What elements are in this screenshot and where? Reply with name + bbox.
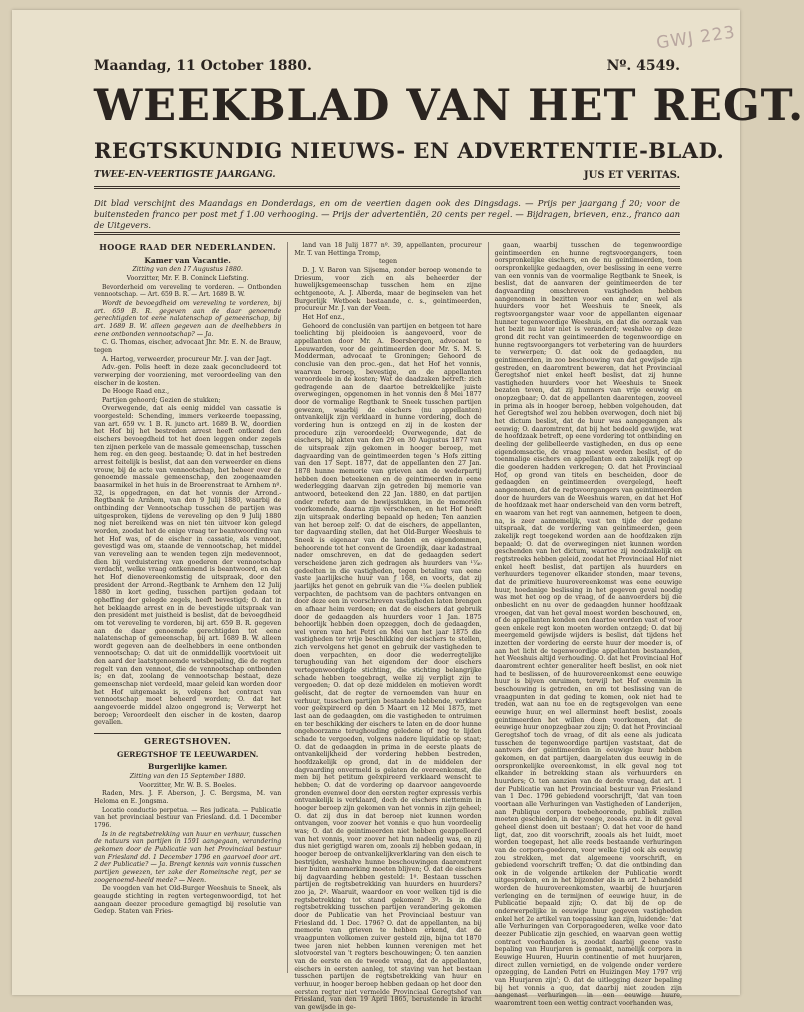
case-opening: De voogden van het Old-Burger Weeshuis te Sneek, als geaugde stichting in regten vertegenwoordigd, tot het aangaan deezer procedure gemagtigd bij resolutie van Gedep. Staten van Fries- [94,885,282,916]
appellants-continued: land van 18 Julij 1877 nº. 39, appellanten, procureur Mr. T. van Hettinga Tromp, [294,242,482,257]
chamber-heading-2: Burgerlijke kamer. [147,762,228,772]
chamber-heading: Kamer van Vacantie. [144,255,231,265]
issue-number: Nº. 4549. [606,58,680,74]
chairman-2: Voorzitter, Mr. W. B. S. Boeles. [139,781,237,789]
advocate-general: Adv.-gen. Polis heeft in deze zaak geconcludeerd tot verwerping der voorziening, met veroordeeling van den eischer in de kosten. [94,364,282,387]
volume-line [94,170,680,181]
handwritten-archive-mark: GWJ 223 [655,22,738,54]
chairman: Voorzitter, Mr. F. B. Coninck Liefsting. [126,274,249,282]
judgment-text-2: Gehoord de conclusiën van partijen en betgeen tot hare toelichting bij pleidooien is aangevoerd, voor de appellanten door Mr. A. Boersbergen, advocaat te Leeuwarden, voor de geintimeerden door Mr. S. M. S. Modderman, advocaat te Groningen; Gehoord de conclusie van den proc.-gen., dat het Hof het vonnis, waarvan beroep, bevestige, en de appellanten veroordeele in de kosten; Wat de daadzaken betreft: zich gedragende aan de daartoe betrekkelijke juiste overwegingen, opgenomen in het vonnis den 8 Mei 1877 door de vormalige Regtbank te Sneek tusschen partijen gewezen, waarbij de eischers (nu appellanten) ontvankelijk zijn verklaard in hunne vordering, doch de vordering hun is ontzegd en zij in de kosten der procedure zijn veroordeeld; Overwegende, dat de eischers, bij akten van den 29 en 30 Augustus 1877 van de uitspraak zijn gekomen in hooger beroep, met dagvaarding van de geintimeerden tegen 's Hofs zitting van den 17 Sept. 1877, dat de appellanten den 27 Jan. 1878 hunne memorie van grieven aan de wederpartij hebben doen beteekenen en de geintimeerden in eene wederlegging daarvan zijn getreden bij memorie van antwoord, beteekend den 22 Jan. 1880, en dat partijen onder referte aan de bewijsstukken, in de memoriën voorkomende, daarna zijn verschenen, en het Hof heeft zijn uitspraak onderling bepaald op heden; Ten aanzien van het beroep zelf: O. dat de eischers, de appellanten, ter dagvaarding stellen, dat het Old-Burger Weeshuis te Sneek is eigenaar van de landen en eigendommen, behoorende tot het convent de Groendijk, daar kadastraal nader omschreven, en dat de gedaagden sedert verscheidene jaren zich gedragen als huurders van ¹⁷⁄₄₀ gedeelten in die vastigheden, tegen betaling van eene vaste jaarlijksche huur van ƒ 168, en voorts, dat zij jaarlijks het genot en gebruik van die ¹⁷⁄₄₀ deelen publiek verpachten, de pachtsom van de pachters ontvangen en door deze een in voorschreven vastigheden laten brengen en afhaar heim verdoen; en dat de eischers dat gebruik door de gedaagden als huurders voor 1 Jan. 1875 behoorlijk hebben doen opzeggen, doch de gedaagden, wel voren van het Petri en Mei van het jaar 1875 die vastigheden ter vrije beschikking der eischers te stellen, zich vervolgens het genot en gebruik der vastigheden te doen verpachten, en door die wederregtelijke terughouding van het eigendom der door eischers vertegenwoordigde stichting, die stichting belangrijke schade hebben toegebragt, welke zij verpligt zijn te vergoeden; O. dat op deze middelen en motieven wordt geëischt, dat de regter de vernoemden van huur en verhuur, tusschen partijen bestaande hebbende, verklare voor geëxpireerd op den 5 Maart en 12 Mei 1875, met last aan de gedaagden, om die vastigheden te ontruimen en ter beschikking der eischers te laten en de door hunne ongehoorzame terughouding geledene of nog te lijden schade te vergoeden, volgens nadere liquidatie op staat; O. dat de gedaagden in prima in de eerste plaats de ontvankelijkheid der vordering hebben bestreden, hoofdzakelijk op grond, dat in de middelen der dagvaarding onvermeld is gelaten de overeenkomst, die men bij het petitum geëxpireerd verklaard wenscht te hebben; O. dat de vordering op daarvoor aangevoerde gronden evenwel door den eersten regter expressis verbis ontvankelijk is verklaard, doch de eischers niettemin in hooger beroep zijn gekomen van het vonnis in zijn geheel; O. dat zij dus in dat beroep niet kunnen worden ontvangen, voor zoover het vonnis e quo hun voordeelig was; O. dat de geintimeerden niet hebben geappelleerd van het vonnis, voor zoover het hun nadeelig was, en zij dus niet gerigtigd waren om, zooals zij hebben gedaan, in hooger beroep de ontvankelijkverklaring van den eisch te bestrijden, weshalve hunne beschouwingen daaromtrent hier buiten aanmerking moeten blijven; O. dat de eischers bij dagvaarding hebben gesteld: 1º. Bestaan tusschen partijen de regtsbetrekking van huurders en huurders? zoo ja, 2º. Waaruit, waardoor en voor welken tijd is die regtsbetrekking tot stand gekomen? 3º. Is in die regtsbetrekking tusschen partijen verandering gekomen door de Publicatie van het Provinciaal bestuur van Friesland dd. 1 Dec. 1796? O. dat de appellanten, na bij memorie van grieven te hebben erkend, dat de vraagpunten volkomen zuiver gesteld zijn, bijna tot 1870 twee jaren niet hebben kunnen verenigen met het slotvoorstel van 't regters beschouwingen; O. ten aanzien van de eerste en de tweede vraag, dat de appellanten, eischers in eersten aanleg, tot staving van het bestaan tusschen partijen de regtsbetrekking van huur en verhuur, in hooger beroep hebben gedaan op het door den eersten regter niet vermelde Provinciaal Geregtshof van Friesland, van den 19 April 1865, berustende in kracht van gewijsde in ge- [294,322,482,1011]
column-divider-2 [488,242,489,973]
rule-notice [94,232,680,233]
column-divider-1 [287,242,288,973]
court-name: GEREGTSHOF TE LEEUWARDEN. [116,749,259,759]
volume-year: TWEE-EN-VEERTIGSTE JAARGANG. [94,170,276,180]
court-heading: De Hooge Raad enz., [102,388,170,396]
masthead-subtitle: REGTSKUNDIG NIEUWS- EN ADVERTENTIE-BLAD. [94,138,725,163]
parties-plaintiff: C. G. Thomas, eischer, advocaat Jhr. Mr. E. N. de Brauw, tegen [94,339,282,354]
masthead-title: WEEKBLAD VAN HET REGT. [94,81,804,131]
issue-line [94,58,680,74]
judgment-text-3: gaan, waarbij tusschen de tegenwoordige geintimeerden en hunne regtsvoorgangers, toen oorspronkelijke eischers, en de nu geintimeerden, toen oorspronkelijke gedaagden, over beslissing in eene verre van een vonnis van de voormalige Regtbank te Sneek, is beslist, dat de aanvaren der geintimeerden de ter dagvaarding omschreven vastigheden hebben aangenomen in bezitten voor een ander, en wel als huurders voor het Weeshuis te Sneek, als regtsvoorgangster waar voor de appellanten eigenaar hunner tegenwoordige Weeshuis, en dat die oorzaak van het bezit nu later niet is veranderd; weshalve op deze grond dit recht van geintimeerden de tegenwoordige en hunne regtsvoorgangers tot verbetering van de huurders te verwerpen; O. dat ook de gedaagden, nu geintimeerden, in zoo beschouwing van dat gewijsde zijn gestreden, en daaromtrent beweren, dat het Provinciaal Geregtshof niet enkel heeft beslist, dat zij hunne vastigheden huurders voor het Weeshuis te Sneek bezaten teven, dat zij hunners van vrije eeuwig en onopzegbaar; O. dat de appellanten daarentegen, zooveel in prima als in hooger beroep, hebben volgehouden, dat het Geregtshof wel zou hebben overwogen, doch niet bij het dictum beslist, dat de huur was aangegangen als eeuwig; O. daaromtrent, dat bij het bedoeld gewijde, wat de hoofdzaak betreft, op eene vordering tot ontbinding en deeling der gelibelleerde vastigheden, en dus op eene eigendomsactie, de vraag moest worden beslist, of de toenmalige eischers en appellanten een zakelijk regt op die goederen hadden verkregen; O. dat het Provinciaal Hof, op grond van titels en bescheiden, door de gedaagden en geintimeerden overgelegd, heeft aangenomen, dat de regtsvoorgangers van geintimeerden door de huurders van de Weeshuis waren, en dat het Hof de hoofdzaak met haar onderscheid van den vorm betreft, en waarom van het regt van aannemen, hetgeen te doen, na, is zeer aannemelijk, vast ten tijde der gedane uitspraak, dat de vordering van geintimeerden, geen zakelijk regt toegekend worden aan de hoofdzaken zijn bepaald; O. dat de overwegingen niet kunnen worden geschenden van het dictum, waartoe zij noodzakelijk en regtstreeks hebben geleid, zoodat het Provinciaal Hof niet enkel heeft beslist, dat partijen als huurders en verhuurders tegenover elkander stonden, maar tevens, dat de primitieve huurovereenkomst was eene eeuwige huur, hoedanige beslissing in het gegeven geval noodig was met het oog op de vraag, of de aanvoerders bij die onbeslicht en nu over de gedaagden hunner hoofdzaak vroegen, dat van het geval moest worden beschouwd, en, of de appellanten konden een daartoe worden vast of voor geen enkele regt kon moeten worden ontzegd; O. dat bij meergemeld gewijsde wijders is beslist, dat tijdens het inzetten der vordering de eerste huur der moeder is, of aan het licht de tegenwoordige appellanten bestaanden, het Weeshuis altijd verhouding. O. dat het Provinciaal Hof daaromtrent echter generaliter heeft beslist, en ook niet had te beslissen, of de huurovereenkomst eene eeuwige huur is bijven onruimen, terwijl het Hof evenmin in beschouwing is getreden, en om tot beslissing van de vraagpunten in dat geding te komen, ook niet had te treden, wat aan nu toe en de regtsgevolgen van eene eeuwige huur, en wel allerminst heeft beslist, zooals geintimeerden het willen doen voorkomen, dat de eeuwige huur onopzegbaar zou zijn; O. dat het Provinciaal Geregtshof toch de vraag, of dit als eene als judicata tusschen de tegenwoordige partijen vaststaat, dat de aantvers der geintimeerden in eeuwige huur hebben gekomen, en dat partijen, daargelaten dus eeuwig in de oorspronkelijke overeenkomst, in elk geval nog tot elkander in betrekking staan als verhuurders en huurders; O. ten aanzien van de derde vraag, dat art. 1 der Publicatie van het Provinciaal bestuur van Friesland van 1 Dec. 1796 gebiedend voorschrijft, 'dat van toen voortaan alle Verhuringen van Vastigheden of Landerijen, aan Publique corpora toebehoorende, publiek zullen moeten geschieden, in der voege, zooals enz. in dit geval geheel dienst doen uit bestaan'; O. dat het voor de hand ligt, dat, zoo dit voorschrift, zooals als het luidt, moet worden toegepast, het alle reeds bestaande verhuringen van de corpora-goederen, voor welke tijd ook als eeuwig zou strekken, met dat algemeene voorschrift, en gebiedend voorschrift treffen; O. dat die ontbinding dan ook in de volgende artikelen der Publicatie wordt uitgesproken, en in het bijzonder als in art. 2 behandeld worden de huurovereenkomsten, waarbij de huurjaren verlenging en de termijnen of eeuwige huur, in de Publicatie bepaald zijn; O. dat bij de op de onderwerpelijke in eeuwige huur gegeven vastigheden enkel het 2e artikel van toepassing kan zijn, luidende: 'dat alle Verhuringen van Corporagoederen, welke voor dato deezer Publicatie zijn geschied, en waarvan geen wettig contract voorhanden is, zoodat daarbij geene vaste bepaling van Huurjaren is gemaakt, namelijk corpora in Eeuwige Huuren, Huurin continentie of met huurjaren, direct zullen vernietigd, en de volgende onder verdere opzegging, de Landen Petri en Huizingen Mey 1797 vrij van Huurjaren zijn'; O. dat de uitlegging dezer bepaling bij het vonnis a quo, dat daarbij niet zouden zijn aangenast verhuringen in een eeuwige huure, waaromtrent toen een wettig contract voorhanden was, [494,242,682,1007]
case-question: Wordt de bevoegdheid om vereveling te vorderen, bij art. 659 B. R. gegeven aan de daar genoemde gerechtigden tot eene nalatenschap of gemeenschap, bij art. 1689 B. W. alleen gegeven aan de deelhebbers in eene ontbonden vennootschap? — Ja. [94,299,282,338]
case-question-2: Is in de regtsbetrekking van huur en verhuur, tusschen de natuurs van partijen in 1591 aangegaan, verandering gekomen door de Publicatie van het Provinciaal bestuur van Friesland dd. 1 December 1796 en gaarvoel door art. 2 der Publicatie? — Ja. Brengt kennis van vonnis tusschen partijen gewezen, ter zake der Romeinsche regt, per se zoogenoemd-heeld mede? — Neen. [94,830,282,884]
tegen-label: tegen [378,258,398,266]
parties-defendant: A. Hartog, verweerder, procureur Mr. J. van der Jagt. [102,355,272,363]
respondent: D. J. V. Baron van Sijsema, zonder beroep wonende te Driesum, voor zich en als beheerder der huwelijksgemeenschap tusschen hem en zijne echtgenoote, A. J. Alberda, maar de beginselen van het Burgerlijk Wetboek bestaande, c. s., geintimeerden, procureur Mr. J. van der Veen. [294,266,482,313]
session-date-2: Zitting van den 15 September 1880. [129,773,246,780]
court-heading-2: Het Hof enz., [302,313,345,321]
rule-top-2 [94,188,680,189]
rule-top [94,186,680,187]
judgment-text: Overwegende, dat als eenig middel van cassatie is voorgesteld: Schending, immers verkeerde toepassing, van art. 659 vv. 1 B. R. juncto art. 1689 B. W., doordien het Hof bij het bestreden arrest heeft ontkend den eischers bevoegdheid tot het doen leggen onder zegels ten zijnen perkele van de massale gemeenschap, tusschen hem reg. en den geeg. bestaande; O. dat in het bestreden arrest feitelijk is beslist, dat aan den verweerder en diens vrouw, bij de acte van vennootschap, het beheer over de genoemde massale gemeenschap, den zoogenaamden baasarmikel in het huis in de Broerenstraat te Arnhem nº. 32, is opgedragen, en dat het vonnis der Arrond.-Regtbank te Arnhem, van den 9 Julij 1880, waarbij de ontbinding der Vennootschap tusschen de partijen was uitgesproken, tijdens de vereveling op den 9 Julij 1880 nog niet bereikend was en niet ten uitvoer kon gelegd worden, zoodat het de enige vraag ter beantwoording van het Hof was, of de eischer in cassatie, als vennoot, gevestigd was om, staande de vennootschap, het middel van vereveling aan te wenden tegen zijn medevennoot, dien bij verduistering van goederen der vennootschap verdacht, welke vraag ontkennend is beantwoord, en dat het Hof dienovereenkomstig de uitspraak, door den president der Arrond.-Regtbank te Arnhem den 12 Julij 1880 in kort geding, tusschen partijen gedaan tot opheffing der gelegde zegels, heeft bevestigd; O. dat in het beklaagde arrest en in de bevestigde uitspraak van den president met juistheid is beslist, dat de bevoegdheid om tot vereveling te vorderen, bij art. 659 B. R. gegeven aan de daar genoemde gerechtigden tot eene nalatenschap of gemeenschap, bij art. 1689 B. W. alleen wordt gegeven aan de deelhebbers in eene ontbonden vennootschap; O. dat uit de onmiddellijk voortvloeit uit den aard der laatstgenoemde wetsbepaling, die de regten regelt van den vennoot, die de vennootschap ontbonden is; en dat, zoolang de vennootschap bestaat, deze gemeenschap niet verdeeld, maar geleid kan worden door het Hof uitgemaakt is, volgens het contract van vennootschap moet beheerd worden; O. dat het aangevoerde middel alzoo ongegrond is; Verwerpt het beroep; Veroordeelt den eischer in de kosten, daarop gevallen. [94,405,282,727]
column-3 [494,242,682,1007]
case-summary-2: Locatio conductio perpetua. — Res judicata. — Publicatie van het provinciaal bestuur van Friesland. d.d. 1 December 1796. [94,806,282,829]
column-2 [294,242,482,1011]
section-heading-hooge-raad: HOOGE RAAD DER NEDERLANDEN. [99,242,277,252]
column-1 [94,242,281,973]
case-summary: Bevorderheid om vereveling te vorderen. — Ontbonden vennootschap. — Art. 659 B. R. — Art. 1689 B. W. [94,283,282,299]
newspaper-page [12,10,804,1011]
subscription-notice: Dit blad verschijnt des Maandags en Donderdags, en om de veertien dagen ook des Dingsdags. — Prijs per jaargang ƒ 20; voor de buitensteden franco per post met ƒ 1.00 verhooging. — Prijs der advertentiën, 20 cents per regel. — Bijdragen, brieven, enz., franco aan de Uitgevers. [94,198,680,230]
article-columns [94,242,682,1011]
judges: Raden, Mrs. J. F. Aberson, J. C. Bergsma, M. van Heloma en E. Jongsma. [94,790,282,805]
rule-notice-2 [94,234,680,235]
parties-heard: Partijen gehoord; Gezien de stukken; [102,396,221,404]
motto: JUS ET VERITAS. [583,170,680,181]
section-heading-geregtshoven: GEREGTSHOVEN. [94,733,281,746]
issue-date: Maandag, 11 October 1880. [94,58,312,74]
session-date: Zitting van den 17 Augustus 1880. [132,266,243,274]
